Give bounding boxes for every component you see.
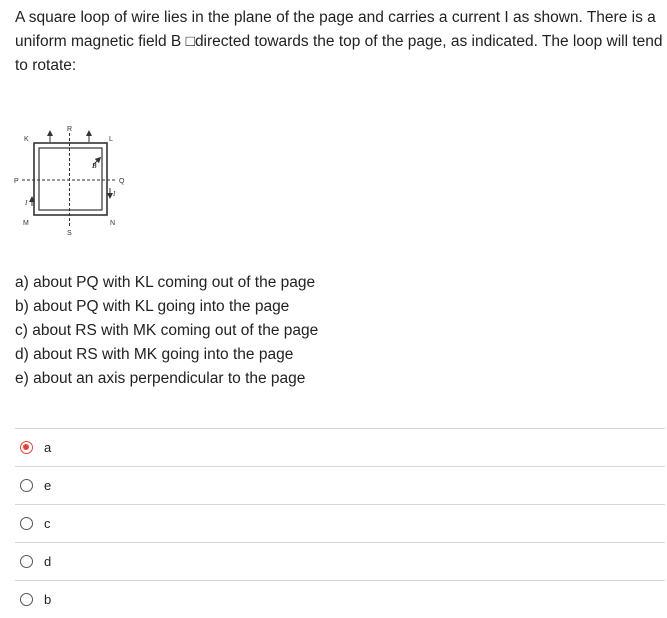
label-q: Q — [119, 178, 125, 185]
answer-options-list — [15, 271, 318, 391]
label-b: B — [92, 162, 97, 170]
choice-e[interactable] — [15, 466, 665, 504]
answer-choices — [15, 428, 665, 618]
radio-icon[interactable] — [20, 593, 33, 606]
radio-icon[interactable] — [20, 479, 33, 492]
label-r: R — [67, 126, 73, 133]
label-n: N — [110, 220, 116, 227]
label-i-right: I — [113, 190, 116, 198]
choice-label: e — [44, 478, 52, 493]
loop-diagram — [10, 120, 135, 240]
choice-label: b — [44, 592, 52, 607]
label-s: S — [67, 230, 72, 237]
label-i-left: I — [25, 199, 28, 207]
loop-inner — [39, 148, 102, 210]
label-p: P — [14, 178, 19, 185]
loop-figure-svg — [10, 120, 135, 240]
label-m: M — [23, 220, 29, 227]
radio-icon[interactable] — [20, 517, 33, 530]
choice-label: d — [44, 554, 52, 569]
choice-label: c — [44, 516, 51, 531]
choice-b[interactable] — [15, 580, 665, 618]
option-d-text: d) about RS with MK going into the page — [15, 346, 294, 363]
choice-c[interactable] — [15, 504, 665, 542]
option-a-text: a) about PQ with KL coming out of the page — [15, 274, 316, 291]
option-b-text: b) about PQ with KL going into the page — [15, 298, 290, 315]
radio-icon[interactable] — [20, 555, 33, 568]
question-text: A square loop of wire lies in the plane of the page and carries a current I as shown. There is a uniform magnetic field B □directed towards the top of the page, as indicated. The loop will tend to rotate: — [15, 9, 663, 74]
label-l: L — [109, 136, 113, 143]
choice-a[interactable] — [15, 428, 665, 466]
choice-label: a — [44, 440, 52, 455]
option-c-text: c) about RS with MK coming out of the page — [15, 322, 319, 339]
loop-outer — [34, 143, 107, 215]
radio-selected-icon[interactable] — [20, 441, 33, 454]
choice-d[interactable] — [15, 542, 665, 580]
option-e-text: e) about an axis perpendicular to the page — [15, 370, 306, 387]
label-k: K — [24, 136, 29, 143]
